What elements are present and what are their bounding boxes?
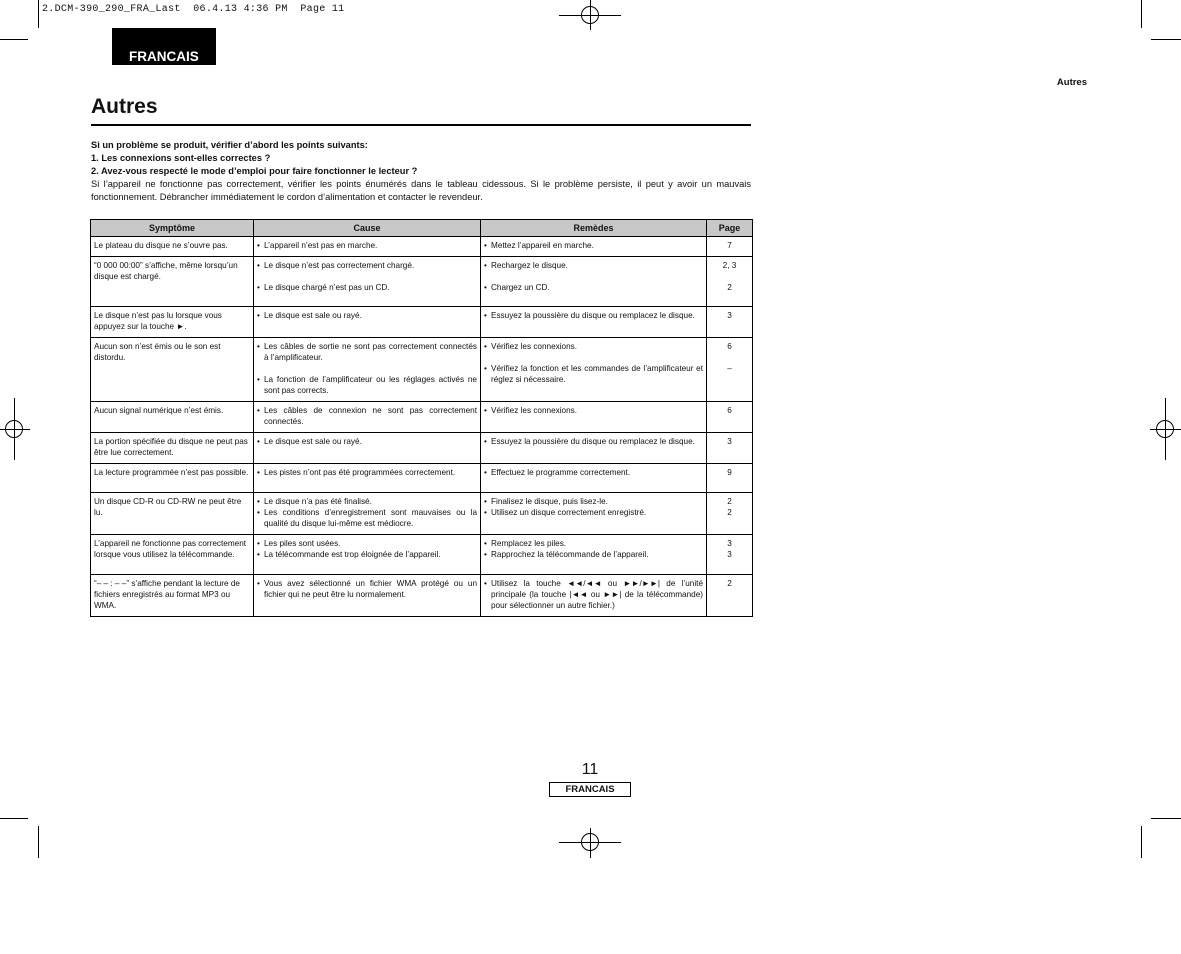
bullet-item xyxy=(484,549,703,560)
bullet-item xyxy=(257,282,477,293)
header-remedies: Remèdes xyxy=(481,220,707,237)
page-ref: 3 xyxy=(727,550,732,559)
table-row xyxy=(91,535,753,575)
bullet-text: Le disque est sale ou rayé. xyxy=(264,311,362,320)
bullet-item xyxy=(484,363,703,385)
bullet-text: Les pistes n’ont pas été programmées correctement. xyxy=(264,468,456,477)
cell-cause xyxy=(254,307,481,338)
cell-page xyxy=(707,257,753,307)
bullet-item xyxy=(484,240,703,251)
page-ref: 2, 3 xyxy=(722,261,737,270)
bullet-item xyxy=(257,578,477,600)
intro-item-1: 1. Les connexions sont-elles correctes ? xyxy=(91,153,271,163)
print-slug: 2.DCM-390_290_FRA_Last 06.4.13 4:36 PM Page 11 xyxy=(42,4,345,15)
bullet-item xyxy=(257,496,477,507)
cell-symptom: Le disque n’est pas lu lorsque vous appuyez sur la touche ►. xyxy=(91,307,254,338)
bullet-text: Vous avez sélectionné un fichier WMA protégé ou un fichier qui ne peut être lu normalement. xyxy=(264,579,477,599)
bullet-text: Essuyez la poussière du disque ou remplacez le disque. xyxy=(491,311,695,320)
cell-page xyxy=(707,493,753,535)
bullet-item xyxy=(484,507,703,518)
title-rule xyxy=(91,124,751,126)
intro-body: Si l’appareil ne fonctionne pas correctement, vérifier les points énumérés dans le tableau cidessous. Si le problème persiste, il peut y avoir un mauvais fonctionnement. Débrancher immédiatement le cordon d’alimentation et contacter le revendeur. xyxy=(91,179,751,202)
page-ref: 2 xyxy=(727,508,732,517)
bullet-item xyxy=(484,341,703,352)
bullet-item xyxy=(257,507,477,529)
cell-cause xyxy=(254,237,481,257)
bullet-icon: • xyxy=(257,311,260,320)
bullet-text: Finalisez le disque, puis lisez-le. xyxy=(491,497,608,506)
cell-symptom: L’appareil ne fonctionne pas correctement lorsque vous utilisez la télécommande. xyxy=(91,535,254,575)
bullet-text: Vérifiez les connexions. xyxy=(491,342,578,351)
bullet-icon: • xyxy=(257,342,260,351)
cell-cause xyxy=(254,433,481,464)
bullet-text: Effectuez le programme correctement. xyxy=(491,468,631,477)
bullet-item xyxy=(484,578,703,611)
bullet-text: Mettez l’appareil en marche. xyxy=(491,241,594,250)
page-ref: 2 xyxy=(727,283,732,292)
table-row xyxy=(91,307,753,338)
bullet-text: Le disque n’est pas correctement chargé. xyxy=(264,261,415,270)
bullet-icon: • xyxy=(484,311,487,320)
cell-page xyxy=(707,575,753,617)
cell-symptom: Le plateau du disque ne s’ouvre pas. xyxy=(91,237,254,257)
page-ref: 6 xyxy=(727,342,732,351)
table-header-row xyxy=(91,220,753,237)
cell-page xyxy=(707,237,753,257)
crop-mark xyxy=(1141,826,1142,858)
bullet-item xyxy=(484,436,703,447)
page-ref: 3 xyxy=(727,539,732,548)
bullet-icon: • xyxy=(257,539,260,548)
cell-remedy xyxy=(481,535,707,575)
cell-cause xyxy=(254,464,481,493)
bullet-icon: • xyxy=(484,283,487,292)
bullet-text: Essuyez la poussière du disque ou remplacez le disque. xyxy=(491,437,695,446)
bullet-item xyxy=(484,405,703,416)
bullet-text: Vérifiez les connexions. xyxy=(491,406,578,415)
bullet-text: Les conditions d’enregistrement sont mauvaises ou la qualité du disque lui-même est médiocre. xyxy=(264,508,477,528)
bullet-icon: • xyxy=(257,579,260,588)
cell-cause xyxy=(254,535,481,575)
bullet-text: Utilisez la touche ◄◄/◄◄ ou ►►/►►| de l’unité principale (la touche |◄◄ ou ►►| de la télécommande) pour sélectionner un autre fichier.) xyxy=(491,579,703,610)
bullet-text: Rechargez le disque. xyxy=(491,261,568,270)
table-row xyxy=(91,575,753,617)
language-tab: FRANCAIS xyxy=(112,28,216,65)
cell-symptom: La portion spécifiée du disque ne peut pas être lue correctement. xyxy=(91,433,254,464)
cell-cause xyxy=(254,257,481,307)
bullet-item xyxy=(484,467,703,478)
bullet-text: Rapprochez la télécommande de l’appareil. xyxy=(491,550,649,559)
bullet-icon: • xyxy=(257,261,260,270)
footer-language-box: FRANCAIS xyxy=(549,782,631,797)
bullet-text: Le disque n’a pas été finalisé. xyxy=(264,497,372,506)
table-row xyxy=(91,257,753,307)
bullet-text: Les câbles de connexion ne sont pas correctement connectés. xyxy=(264,406,477,426)
page-title: Autres xyxy=(91,95,158,118)
bullet-text: La télécommande est trop éloignée de l’appareil. xyxy=(264,550,441,559)
cell-remedy xyxy=(481,307,707,338)
cell-symptom: Aucun signal numérique n’est émis. xyxy=(91,402,254,433)
header-page: Page xyxy=(707,220,753,237)
bullet-item xyxy=(257,405,477,427)
bullet-icon: • xyxy=(257,468,260,477)
header-symptom: Symptôme xyxy=(91,220,254,237)
bullet-icon: • xyxy=(257,283,260,292)
cell-symptom: Un disque CD-R ou CD-RW ne peut être lu. xyxy=(91,493,254,535)
cell-symptom: Aucun son n’est émis ou le son est distordu. xyxy=(91,338,254,402)
crop-mark xyxy=(38,0,39,28)
cell-page xyxy=(707,307,753,338)
cell-cause xyxy=(254,575,481,617)
bullet-text: L’appareil n’est pas en marche. xyxy=(264,241,378,250)
bullet-icon: • xyxy=(484,579,487,588)
page-ref: 3 xyxy=(727,437,732,446)
bullet-item xyxy=(257,240,477,251)
page-ref: 7 xyxy=(727,241,732,250)
bullet-icon: • xyxy=(257,550,260,559)
cell-symptom: “– – : – –” s’affiche pendant la lecture de fichiers enregistrés au format MP3 ou WMA. xyxy=(91,575,254,617)
bullet-icon: • xyxy=(484,539,487,548)
bullet-icon: • xyxy=(257,241,260,250)
cell-symptom: La lecture programmée n’est pas possible. xyxy=(91,464,254,493)
cell-cause xyxy=(254,493,481,535)
cell-remedy xyxy=(481,575,707,617)
bullet-item xyxy=(257,374,477,396)
crop-mark xyxy=(0,39,28,40)
page-number: 11 xyxy=(581,761,599,778)
page-ref: 9 xyxy=(727,468,732,477)
table-row xyxy=(91,464,753,493)
cell-page xyxy=(707,338,753,402)
cell-symptom: “0 000 00:00” s’affiche, même lorsqu’un disque est chargé. xyxy=(91,257,254,307)
bullet-item xyxy=(257,538,477,549)
table-row xyxy=(91,493,753,535)
bullet-item xyxy=(257,310,477,321)
intro-item-2: 2. Avez-vous respecté le mode d’emploi pour faire fonctionner le lecteur ? xyxy=(91,166,418,176)
bullet-text: Vérifiez la fonction et les commandes de l’amplificateur et réglez si nécessaire. xyxy=(491,364,703,384)
bullet-text: Utilisez un disque correctement enregistré. xyxy=(491,508,647,517)
bullet-icon: • xyxy=(484,508,487,517)
bullet-text: Remplacez les piles. xyxy=(491,539,567,548)
cell-remedy xyxy=(481,257,707,307)
page-ref: 2 xyxy=(727,579,732,588)
bullet-item xyxy=(484,538,703,549)
bullet-icon: • xyxy=(484,468,487,477)
bullet-icon: • xyxy=(484,342,487,351)
bullet-icon: • xyxy=(484,261,487,270)
page-ref: 2 xyxy=(727,497,732,506)
bullet-text: Les câbles de sortie ne sont pas correctement connectés à l’amplificateur. xyxy=(264,342,477,362)
header-cause: Cause xyxy=(254,220,481,237)
bullet-item xyxy=(257,341,477,363)
cell-remedy xyxy=(481,237,707,257)
bullet-text: Le disque chargé n’est pas un CD. xyxy=(264,283,390,292)
bullet-text: Le disque est sale ou rayé. xyxy=(264,437,362,446)
crop-mark xyxy=(38,826,39,858)
cell-remedy xyxy=(481,402,707,433)
troubleshooting-table xyxy=(90,219,753,617)
bullet-icon: • xyxy=(257,406,260,415)
bullet-icon: • xyxy=(484,241,487,250)
crop-mark xyxy=(1151,818,1181,819)
bullet-item xyxy=(257,260,477,271)
bullet-icon: • xyxy=(484,364,487,373)
intro-block xyxy=(91,139,751,204)
page-ref: – xyxy=(727,364,732,373)
bullet-item xyxy=(484,282,703,293)
bullet-text: Les piles sont usées. xyxy=(264,539,341,548)
bullet-icon: • xyxy=(484,406,487,415)
bullet-icon: • xyxy=(257,497,260,506)
running-header: Autres xyxy=(1056,77,1087,88)
page-ref: 3 xyxy=(727,311,732,320)
crop-mark xyxy=(0,818,28,819)
crop-mark xyxy=(1151,39,1181,40)
intro-lead: Si un problème se produit, vérifier d’abord les points suivants: xyxy=(91,140,368,150)
bullet-icon: • xyxy=(484,437,487,446)
cell-cause xyxy=(254,338,481,402)
cell-cause xyxy=(254,402,481,433)
cell-page xyxy=(707,402,753,433)
bullet-item xyxy=(484,310,703,321)
bullet-icon: • xyxy=(257,437,260,446)
page-ref: 6 xyxy=(727,406,732,415)
cell-remedy xyxy=(481,338,707,402)
bullet-item xyxy=(484,260,703,271)
crop-mark xyxy=(1141,0,1142,28)
bullet-icon: • xyxy=(484,497,487,506)
table-row xyxy=(91,237,753,257)
bullet-item xyxy=(257,436,477,447)
bullet-text: La fonction de l’amplificateur ou les réglages activés ne sont pas corrects. xyxy=(264,375,477,395)
bullet-icon: • xyxy=(257,508,260,517)
table-row xyxy=(91,433,753,464)
cell-page xyxy=(707,433,753,464)
cell-remedy xyxy=(481,433,707,464)
bullet-icon: • xyxy=(257,375,260,384)
cell-page xyxy=(707,535,753,575)
cell-page xyxy=(707,464,753,493)
bullet-icon: • xyxy=(484,550,487,559)
bullet-item xyxy=(257,549,477,560)
bullet-text: Chargez un CD. xyxy=(491,283,550,292)
table-row xyxy=(91,338,753,402)
bullet-item xyxy=(484,496,703,507)
bullet-item xyxy=(257,467,477,478)
cell-remedy xyxy=(481,493,707,535)
table-row xyxy=(91,402,753,433)
cell-remedy xyxy=(481,464,707,493)
